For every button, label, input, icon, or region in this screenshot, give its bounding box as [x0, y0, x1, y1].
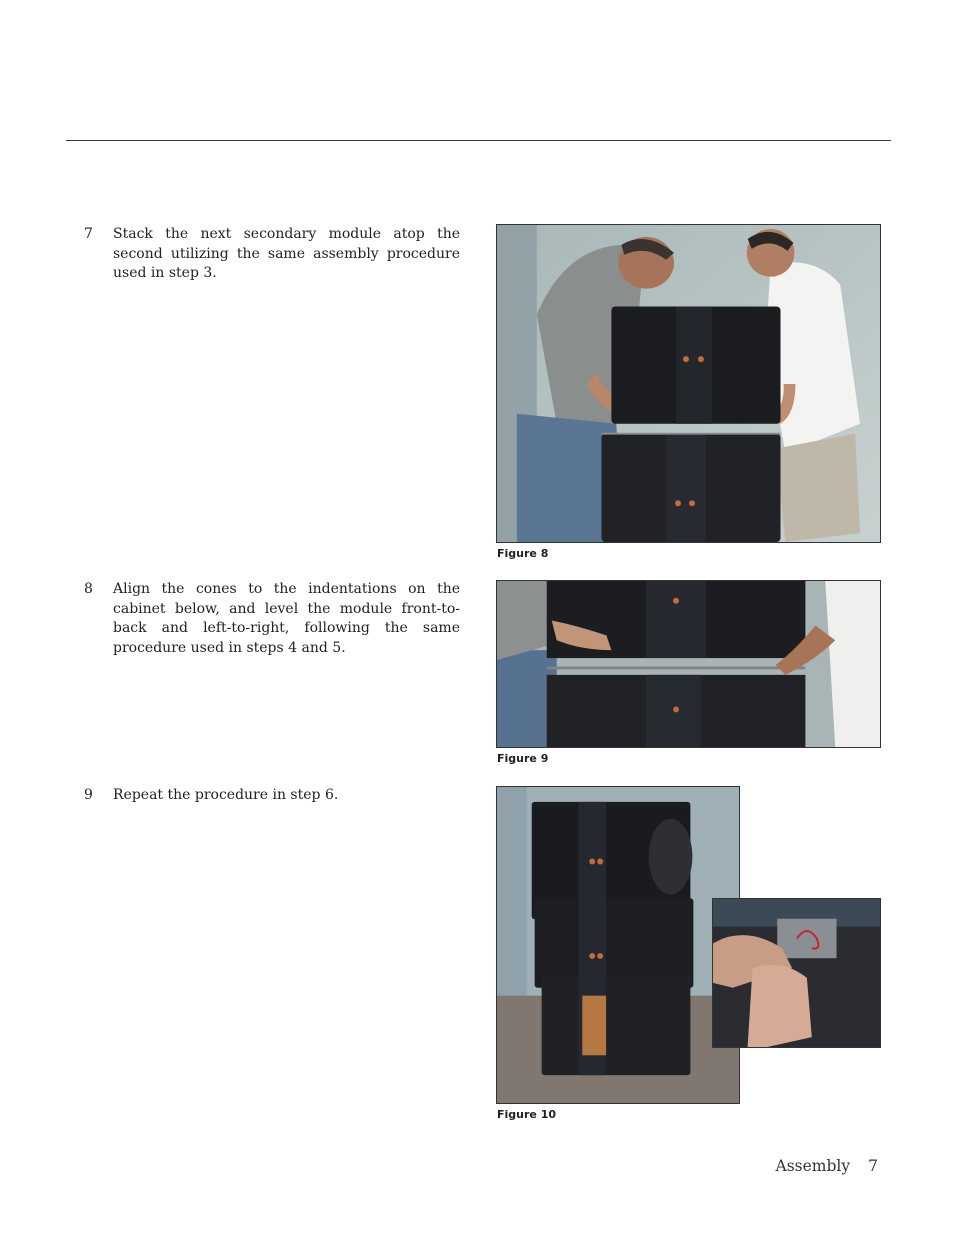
- step-text: Align the cones to the indentations on the cabinet below, and level the module front-to-back and left-to-right, following the same procedure used in steps 4 and 5.: [113, 581, 460, 656]
- figure-10-inset-photo: [712, 898, 881, 1048]
- figure-10-photo: [496, 786, 740, 1104]
- step-text: Repeat the procedure in step 6.: [113, 787, 339, 803]
- step-8: [84, 580, 460, 658]
- step-9: [84, 786, 460, 806]
- page-number: 7: [868, 1157, 878, 1175]
- figure-8-photo: [496, 224, 881, 543]
- figure-9-photo: [496, 580, 881, 748]
- figure-10-caption: Figure 10: [497, 1108, 557, 1121]
- step-text: Stack the next secondary module atop the second utilizing the same assembly procedure used in step 3.: [113, 226, 460, 281]
- figure-9-caption: Figure 9: [497, 752, 549, 765]
- step-7: [84, 225, 460, 284]
- step-number: 9: [84, 787, 93, 803]
- figure-8-caption: Figure 8: [497, 547, 549, 560]
- page-footer: [776, 1157, 878, 1175]
- section-name: Assembly: [775, 1157, 851, 1175]
- step-number: 7: [84, 226, 93, 242]
- header-rule: [66, 140, 891, 141]
- step-number: 8: [84, 581, 93, 597]
